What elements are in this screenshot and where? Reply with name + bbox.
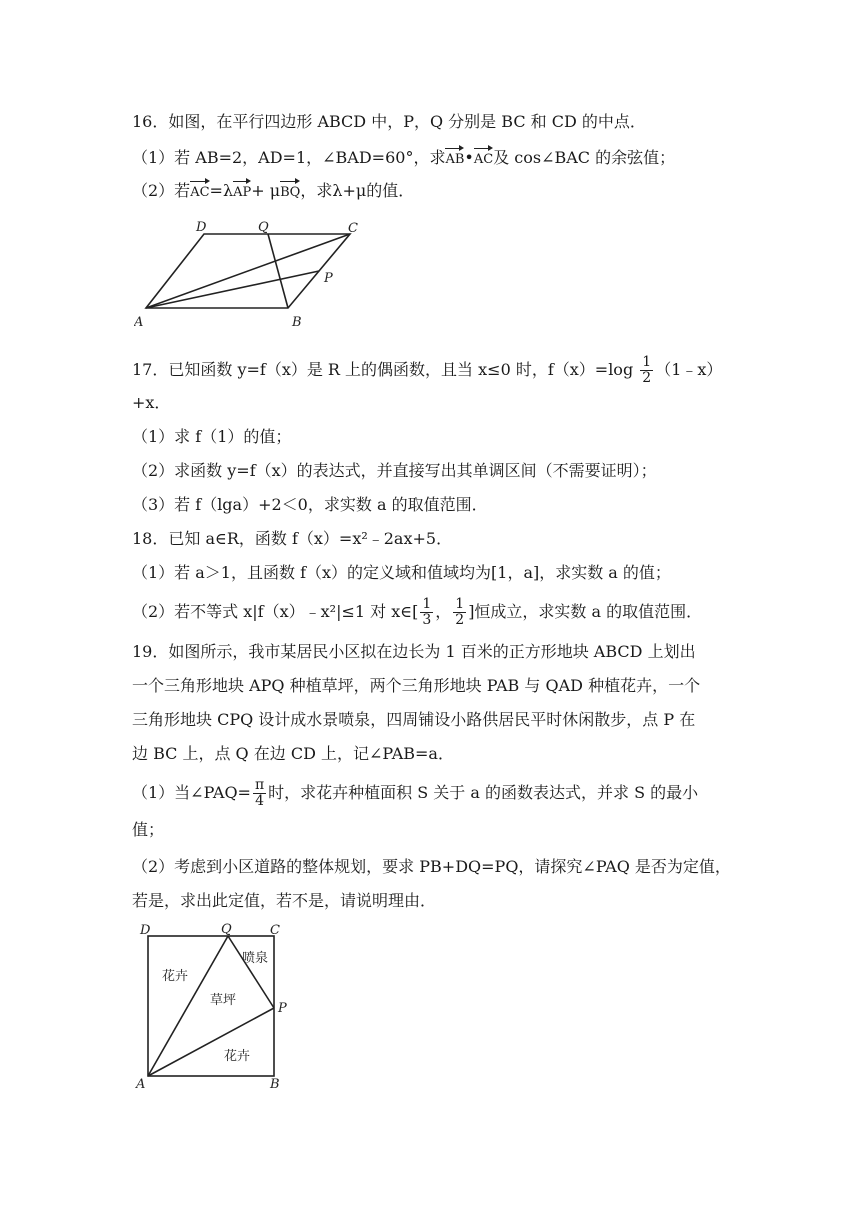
label-p: P [278, 1001, 287, 1016]
equals-lambda: =λ [209, 181, 234, 200]
label-b: B [292, 315, 302, 330]
comma: ， [435, 602, 452, 621]
fraction-one-third: $\frac{1}{3}$ [422, 596, 432, 628]
q16-title: 16．如图，在平行四边形 ABCD 中，P，Q 分别是 BC 和 CD 的中点． [132, 112, 646, 131]
q19-part1-text: （1）当∠PAQ= [132, 783, 251, 802]
label-q: Q [221, 922, 232, 937]
vector-ab: AB [445, 146, 464, 170]
fraction-one-half: $\frac{1}{2}$ [455, 596, 465, 628]
q16-part2-tail: ，求λ+μ的值． [300, 181, 415, 200]
label-c: C [270, 923, 280, 938]
q16-part2 [132, 179, 414, 203]
q17-title-cont: +x． [132, 393, 171, 412]
q18-part1: （1）若 a＞1，且函数 f（x）的定义域和值域均为[1，a]，求实数 a 的值； [132, 563, 671, 582]
q16-part1-text: （1）若 AB=2，AD=1，∠BAD=60°，求 [132, 148, 446, 167]
q17-part2: （2）求函数 y=f（x）的表达式，并直接写出其单调区间（不需要证明）； [132, 461, 657, 480]
q19-line1: 19．如图所示，我市某居民小区拟在边长为 1 百米的正方形地块 ABCD 上划出 [132, 642, 696, 661]
q16-part1 [132, 146, 675, 170]
q19-line2: 一个三角形地块 APQ 种植草坪，两个三角形地块 PAB 与 QAD 种植花卉，一个 [132, 676, 701, 695]
q19-line4: 边 BC 上，点 Q 在边 CD 上，记∠PAB=a． [132, 744, 454, 763]
vector-ac: AC [190, 179, 209, 203]
q16-part2-text: （2）若 [132, 181, 191, 200]
q17-part3: （3）若 f（lga）+2＜0，求实数 a 的取值范围． [132, 495, 488, 514]
region-fountain: 喷泉 [242, 951, 269, 966]
q17-title-text: 17．已知函数 y=f（x）是 R 上的偶函数，且当 x≤0 时，f（x）=log [132, 360, 634, 379]
q18-part2-text: （2）若不等式 x|f（x）﹣x²|≤1 对 x∈[ [132, 602, 419, 621]
label-c: C [348, 221, 358, 236]
label-a: A [136, 1077, 146, 1092]
segment-bq [268, 234, 288, 308]
log-base-fraction: $\frac{1}{2}$ [642, 354, 652, 386]
q19-part2: （2）考虑到小区道路的整体规划，要求 PB+DQ=PQ，请探究∠PAQ 是否为定值， [132, 857, 731, 876]
q19-part1-cont: 值； [132, 820, 165, 839]
region-flower-left: 花卉 [162, 969, 189, 984]
q19-line3: 三角形地块 CPQ 设计成水景喷泉，四周铺设小路供居民平时休闲散步，点 P 在 [132, 710, 696, 729]
q19-part2-cont: 若是，求出此定值，若不是，请说明理由． [132, 891, 437, 910]
region-lawn: 草坪 [210, 993, 237, 1008]
q17-title [132, 355, 722, 386]
square-plot-figure [134, 920, 300, 1092]
q16-part1-tail: 及 cos∠BAC 的余弦值； [493, 148, 676, 167]
region-flower-bottom: 花卉 [224, 1049, 251, 1064]
label-p: P [324, 271, 333, 286]
vector-bq: BQ [280, 179, 300, 203]
q17-part1: （1）求 f（1）的值； [132, 427, 292, 446]
vector-ac: AC [474, 146, 493, 170]
q19-part1 [132, 778, 698, 809]
q19-part1-tail: 时，求花卉种植面积 S 关于 a 的函数表达式，并求 S 的最小 [268, 783, 699, 802]
q17-title-tail: （1﹣x） [655, 360, 723, 379]
vector-ap: AP [233, 179, 251, 203]
label-d: D [140, 923, 151, 938]
label-b: B [270, 1077, 280, 1092]
label-d: D [196, 220, 207, 235]
label-q: Q [258, 220, 269, 235]
label-a: A [134, 315, 144, 330]
dot-symbol: • [464, 148, 474, 167]
parallelogram-figure [134, 214, 370, 334]
fraction-pi-over-4: $\frac{\pi}{4}$ [254, 777, 265, 809]
q18-part2 [132, 597, 702, 628]
q18-part2-tail: ]恒成立，求实数 a 的取值范围． [468, 602, 703, 621]
plus-mu: + μ [251, 181, 281, 200]
q18-title: 18．已知 a∈R，函数 f（x）=x²﹣2ax+5． [132, 529, 453, 548]
